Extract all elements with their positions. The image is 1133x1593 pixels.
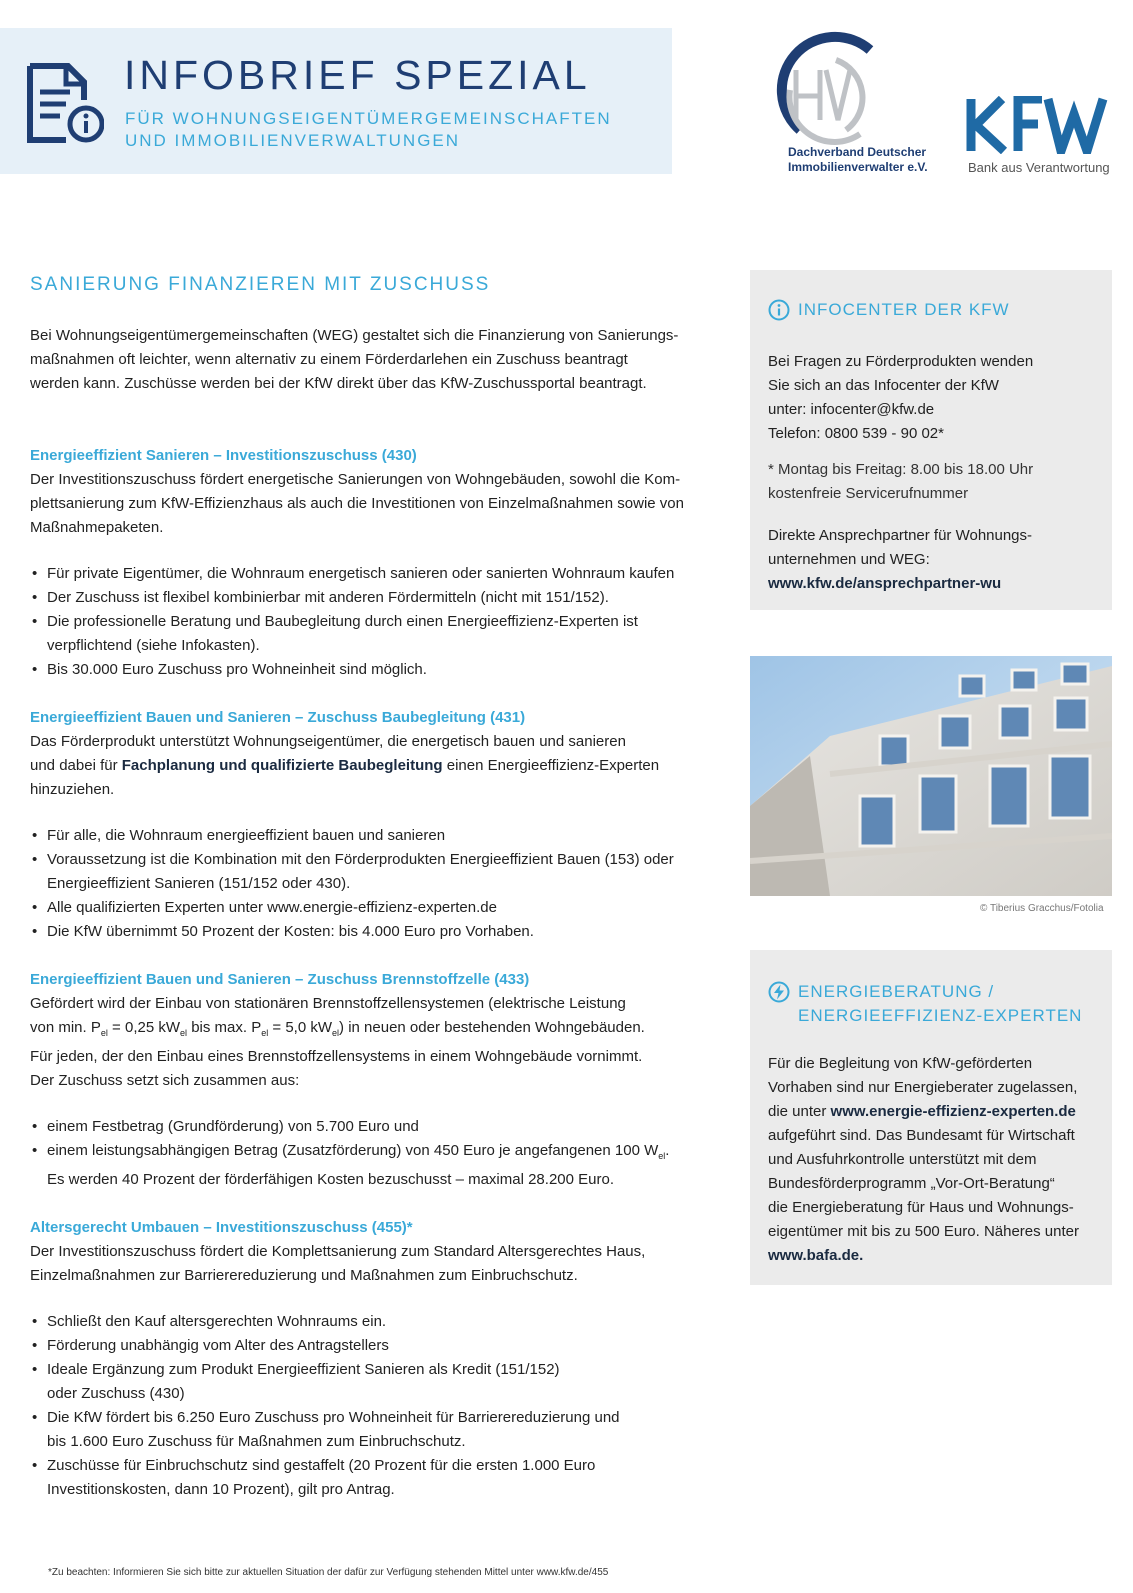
hours-note: * Montag bis Freitag: 8.00 bis 18.00 Uhr: [768, 461, 1034, 478]
list-item: • Alle qualifizierten Experten unter www.energie-effizienz-experten.de: [30, 896, 720, 920]
kfw-logo: [966, 96, 1111, 154]
text-line: Bei Fragen zu Förderprodukten wenden: [768, 353, 1034, 370]
bafa-link[interactable]: www.bafa.de.: [768, 1247, 864, 1264]
text-line: die unter www.energie-effizienz-experten.de: [768, 1103, 1076, 1120]
photo-credit: © Tiberius Gracchus/Fotolia: [980, 903, 1104, 914]
bullet-list-430: [30, 562, 720, 682]
list-item: • Zuschüsse für Einbruchschutz sind gestaffelt (20 Prozent für die ersten 1.000 Euro Investitionskosten, dann 10 Prozent), gilt pro Antrag.: [30, 1454, 720, 1502]
list-item: • Für private Eigentümer, die Wohnraum energetisch sanieren oder sanierten Wohnraum kaufen: [30, 562, 720, 586]
text-line: von min. $P_{el} = 0,25$ $kW_{el}$ bis max. $P_{el} = 5,0$ $kW_{el}$) in neuen oder bestehenden Wohngebäuden.: [30, 1019, 645, 1038]
kfw-tagline: Bank aus Verantwortung: [968, 160, 1110, 175]
list-item: • Voraussetzung ist die Kombination mit den Förderprodukten Energieeffizient Bauen (153) oder Energieeffizient Sanieren (151/152 oder 430).: [30, 848, 720, 896]
text-line: und Ausfuhrkontrolle unterstützt mit dem: [768, 1151, 1037, 1168]
text-line: unter: infocenter@kfw.de: [768, 401, 935, 418]
intro-line: Bei Wohnungseigentümergemeinschaften (WEG) gestaltet sich die Finanzierung von Sanierungs-: [30, 327, 679, 344]
text-line: plettsanierung zum KfW-Effizienzhaus als auch die Investitionen von Einzelmaßnahmen sowie von: [30, 495, 684, 512]
intro-line: maßnahmen oft leichter, wenn alternativ zu einem Förderdarlehen ein Zuschuss beantragt: [30, 351, 628, 368]
text-line: Der Zuschuss setzt sich zusammen aus:: [30, 1072, 300, 1089]
footnote: *Zu beachten: Informieren Sie sich bitte zur aktuellen Situation der dafür zur Verfügung stehenden Mittel unter www.kfw.de/455: [48, 1567, 609, 1578]
text-line: Das Förderprodukt unterstützt Wohnungseigentümer, die energetisch bauen und sanieren: [30, 733, 626, 750]
page-title: INFOBRIEF SPEZIAL: [124, 52, 591, 98]
bullet-list-455: [30, 1310, 720, 1502]
energieberatung-title: ENERGIEBERATUNG /: [798, 982, 995, 1001]
page-subtitle: FÜR WOHNUNGSEIGENTÜMERGEMEINSCHAFTEN UND IMMOBILIENVERWALTUNGEN: [125, 109, 612, 150]
text-line: aufgeführt sind. Das Bundesamt für Wirtschaft: [768, 1127, 1075, 1144]
experts-link[interactable]: www.energie-effizienz-experten.de: [830, 1103, 1076, 1120]
text-line: die Energieberatung für Haus und Wohnungs-: [768, 1199, 1074, 1216]
text-line: Einzelmaßnahmen zur Barrierereduzierung und Maßnahmen zum Einbruchschutz.: [30, 1267, 578, 1284]
text-line: Für die Begleitung von KfW-geförderten: [768, 1055, 1033, 1072]
text-line: und dabei für Fachplanung und qualifizierte Baubegleitung einen Energieeffizienz-Experten: [30, 757, 660, 774]
main-column: [30, 270, 720, 1502]
text-line: Telefon: 0800 539 - 90 02*: [768, 425, 944, 442]
ddiv-logo-text: Dachverband Deutscher Immobilienverwalter e.V.: [788, 145, 928, 174]
text-line: Für jeden, der den Einbau eines Brennstoffzellensystems in einem Wohngebäude vornimmt.: [30, 1048, 643, 1065]
building-photo: [750, 656, 1112, 896]
text-line: Gefördert wird der Einbau von stationären Brennstoffzellensystemen (elektrische Leistung: [30, 995, 626, 1012]
bullet-list-431: [30, 824, 720, 944]
list-item: • einem leistungsabhängigen Betrag (Zusatzförderung) von 450 Euro je angefangenen 100 $W_{el}$. Es werden 40 Prozent der förderfähigen Kosten bezuschusst – maximal 28.200 Euro.: [30, 1139, 720, 1192]
list-item: • Für alle, die Wohnraum energieeffizient bauen und sanieren: [30, 824, 720, 848]
infocenter-box: [750, 270, 1112, 610]
text-line: Sie sich an das Infocenter der KfW: [768, 377, 999, 394]
energieberatung-title: ENERGIEEFFIZIENZ-EXPERTEN: [798, 1006, 1083, 1025]
list-item: • Der Zuschuss ist flexibel kombinierbar mit anderen Fördermitteln (nicht mit 151/152).: [30, 586, 720, 610]
list-item: • einem Festbetrag (Grundförderung) von 5.700 Euro und: [30, 1115, 720, 1139]
text-line: eigentümer mit bis zu 500 Euro. Näheres unter: [768, 1223, 1079, 1240]
list-item: • Förderung unabhängig vom Alter des Antragstellers: [30, 1334, 720, 1358]
info-icon: [768, 299, 790, 321]
text-line: Der Investitionszuschuss fördert energetische Sanierungen von Wohngebäuden, sowohl die Kom-: [30, 471, 681, 488]
section-title-430: Energieeffizient Sanieren – Investitionszuschuss (430): [30, 447, 417, 464]
list-item: • Die KfW fördert bis 6.250 Euro Zuschuss pro Wohneinheit für Barrierereduzierung und bis 1.600 Euro Zuschuss für Maßnahmen zum Einbruchschutz.: [30, 1406, 720, 1454]
section-title-433: Energieeffizient Bauen und Sanieren – Zuschuss Brennstoffzelle (433): [30, 971, 530, 988]
section-title-431: Energieeffizient Bauen und Sanieren – Zuschuss Baubegleitung (431): [30, 709, 526, 726]
main-heading: SANIERUNG FINANZIEREN MIT ZUSCHUSS: [30, 274, 491, 295]
lightning-icon: [768, 981, 790, 1003]
text-line: Der Investitionszuschuss fördert die Komplettsanierung zum Standard Altersgerechtes Haus,: [30, 1243, 646, 1260]
infocenter-title: INFOCENTER DER KFW: [798, 300, 1010, 319]
document-info-icon: [26, 62, 104, 144]
text-line: Vorhaben sind nur Energieberater zugelassen,: [768, 1079, 1078, 1096]
energieberatung-box: [750, 950, 1112, 1285]
text-line: Direkte Ansprechpartner für Wohnungs-: [768, 527, 1033, 544]
list-item: • Bis 30.000 Euro Zuschuss pro Wohneinheit sind möglich.: [30, 658, 720, 682]
hours-note: kostenfreie Servicerufnummer: [768, 485, 969, 502]
text-line: hinzuziehen.: [30, 781, 115, 798]
text-line: Bundesförderprogramm „Vor-Ort-Beratung“: [768, 1175, 1055, 1192]
list-item: • Die professionelle Beratung und Baubegleitung durch einen Energieeffizienz-Experten ist verpflichtend (siehe Infokasten).: [30, 610, 720, 658]
bullet-list-433: [30, 1115, 720, 1192]
intro-line: werden kann. Zuschüsse werden bei der KfW direkt über das KfW-Zuschussportal beantragt.: [30, 375, 647, 392]
list-item: • Ideale Ergänzung zum Produkt Energieeffizient Sanieren als Kredit (151/152) oder Zuschuss (430): [30, 1358, 720, 1406]
list-item: • Schließt den Kauf altersgerechten Wohnraums ein.: [30, 1310, 720, 1334]
list-item: • Die KfW übernimmt 50 Prozent der Kosten: bis 4.000 Euro pro Vorhaben.: [30, 920, 720, 944]
text-line: unternehmen und WEG:: [768, 551, 930, 568]
contact-link[interactable]: www.kfw.de/ansprechpartner-wu: [768, 575, 1002, 592]
section-title-455: Altersgerecht Umbauen – Investitionszuschuss (455)*: [30, 1219, 413, 1236]
text-line: Maßnahmepaketen.: [30, 519, 164, 536]
